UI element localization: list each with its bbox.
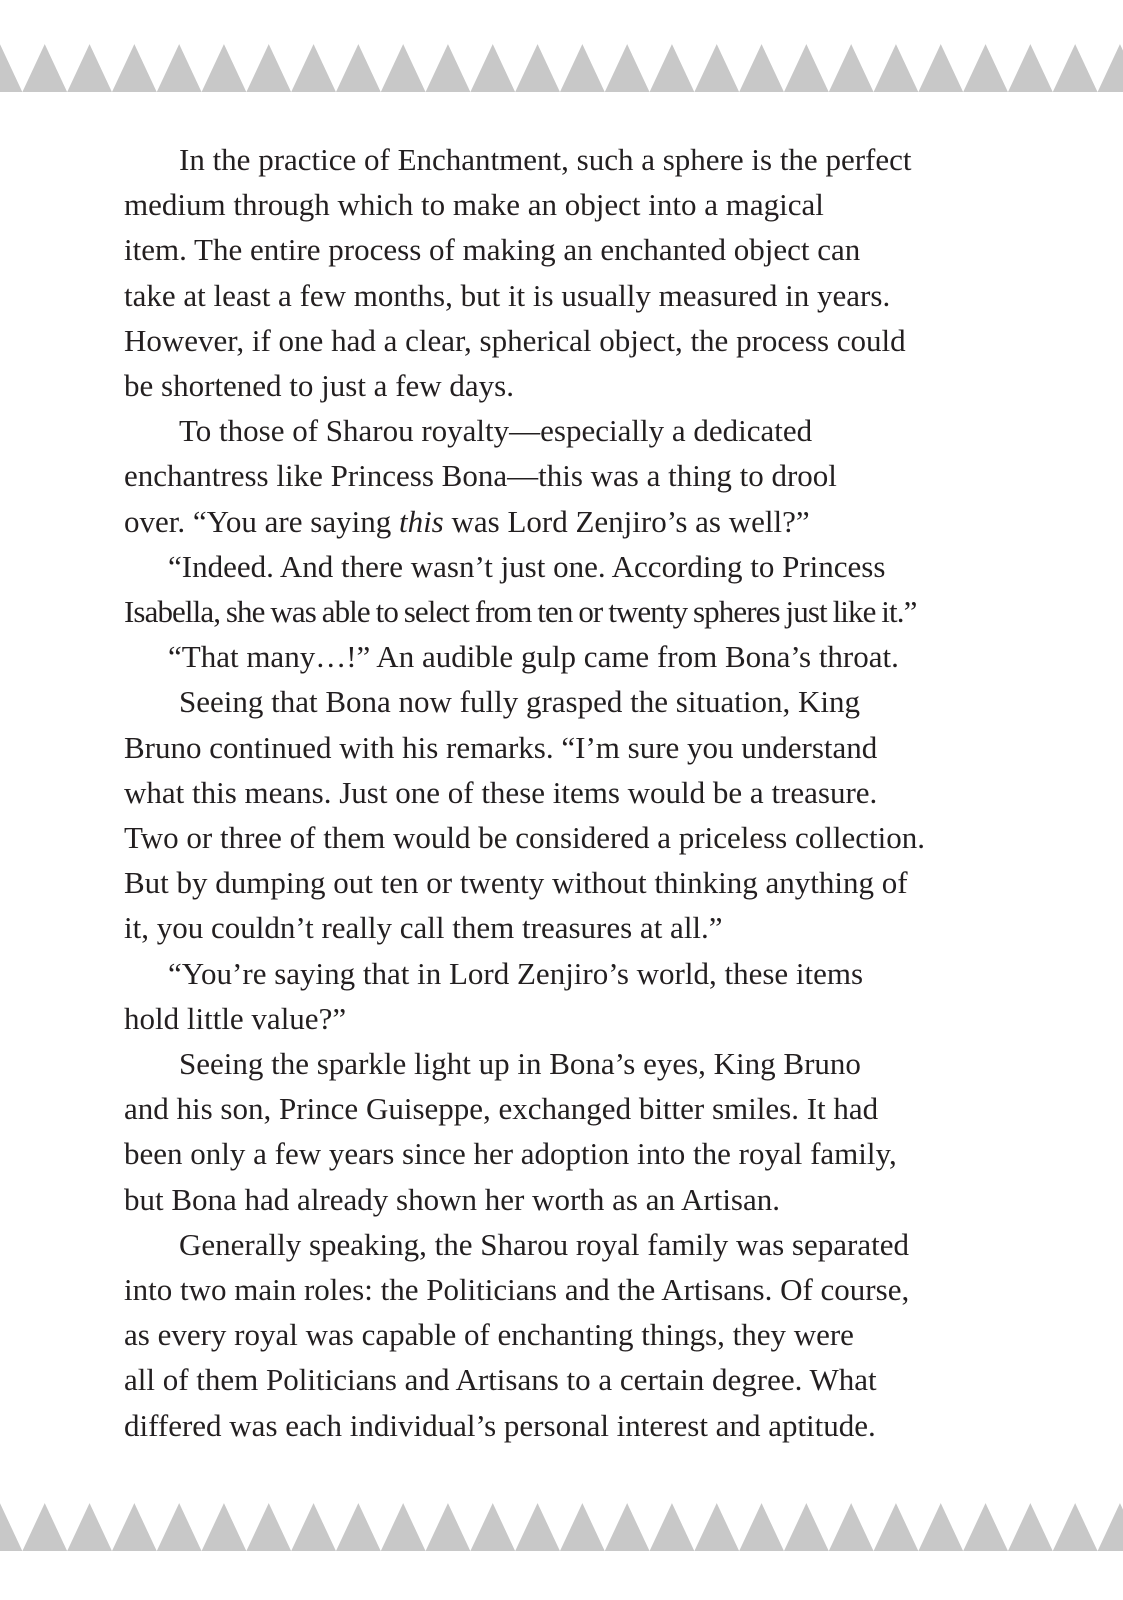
text-line: and his son, Prince Guiseppe, exchanged bitter smiles. It had xyxy=(124,1091,879,1127)
italic-word: this xyxy=(398,503,444,539)
text-line: been only a few years since her adoption into the royal family, xyxy=(124,1136,897,1172)
text-line: “That many…!” An audible gulp came from Bona’s throat. xyxy=(168,639,899,675)
text-line: medium through which to make an object into a magical xyxy=(124,187,824,223)
text-segment: over. “You are saying xyxy=(124,503,399,539)
text-line: it, you couldn’t really call them treasures at all.” xyxy=(124,910,723,946)
text-line: Seeing that Bona now fully grasped the situation, King xyxy=(179,684,861,720)
text-line: Two or three of them would be considered a priceless collection. xyxy=(124,820,925,856)
text-line xyxy=(124,499,1024,544)
text-line: To those of Sharou royalty—especially a dedicated xyxy=(179,413,813,449)
text-line: as every royal was capable of enchanting things, they were xyxy=(124,1317,854,1353)
text-line: “You’re saying that in Lord Zenjiro’s world, these items xyxy=(168,955,864,991)
text-line: Isabella, she was able to select from ten or twenty spheres just like it.” xyxy=(124,594,917,630)
text-line: Generally speaking, the Sharou royal family was separated xyxy=(179,1226,909,1262)
text-line: item. The entire process of making an enchanted object can xyxy=(124,232,861,268)
text-line: But by dumping out ten or twenty without thinking anything of xyxy=(124,865,908,901)
text-segment: was Lord Zenjiro’s as well?” xyxy=(443,503,810,539)
text-line: hold little value?” xyxy=(124,1000,347,1036)
text-line: However, if one had a clear, spherical object, the process could xyxy=(124,322,906,358)
triangle-pattern-icon xyxy=(0,44,1123,92)
text-line: but Bona had already shown her worth as an Artisan. xyxy=(124,1181,781,1217)
text-line: into two main roles: the Politicians and the Artisans. Of course, xyxy=(124,1272,910,1308)
top-decorative-border xyxy=(0,44,1123,92)
bottom-decorative-border xyxy=(0,1503,1123,1551)
text-line: enchantress like Princess Bona—this was a thing to drool xyxy=(124,458,837,494)
text-line: what this means. Just one of these items would be a treasure. xyxy=(124,774,878,810)
text-line: be shortened to just a few days. xyxy=(124,368,514,404)
text-line: take at least a few months, but it is usually measured in years. xyxy=(124,277,891,313)
text-line: Bruno continued with his remarks. “I’m sure you understand xyxy=(124,729,878,765)
text-line: “Indeed. And there wasn’t just one. According to Princess xyxy=(168,548,886,584)
triangle-pattern-icon xyxy=(0,1503,1123,1551)
page-body-text xyxy=(124,137,1024,1448)
text-line: In the practice of Enchantment, such a sphere is the perfect xyxy=(179,142,912,177)
text-line: all of them Politicians and Artisans to a certain degree. What xyxy=(124,1362,877,1398)
text-line: Seeing the sparkle light up in Bona’s eyes, King Bruno xyxy=(179,1046,861,1082)
text-line: differed was each individual’s personal interest and aptitude. xyxy=(124,1407,876,1443)
